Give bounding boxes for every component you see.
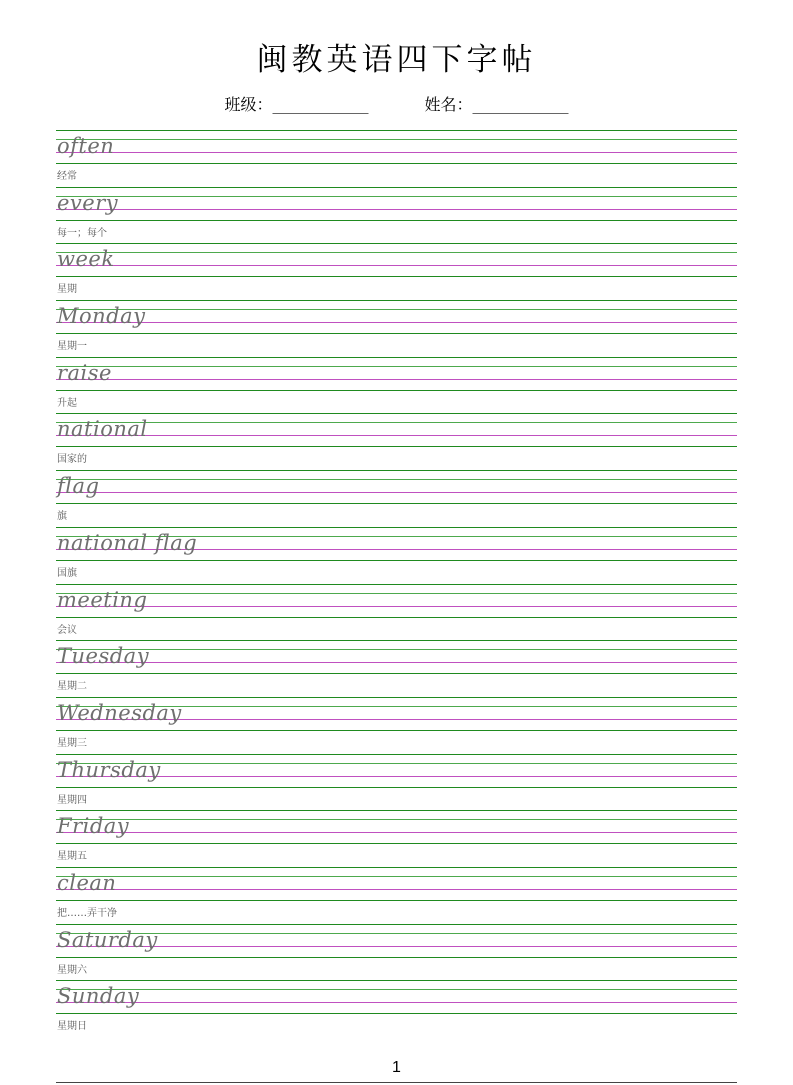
- upper-guide-line: [56, 196, 737, 197]
- chinese-meaning: 星期日: [57, 1021, 87, 1033]
- upper-guide-line: [56, 252, 737, 253]
- top-line: [56, 924, 737, 925]
- practice-row: [56, 695, 737, 752]
- english-word: Friday: [57, 814, 130, 839]
- middle-guide-line: [56, 209, 737, 210]
- chinese-meaning: 每一；每个: [57, 227, 107, 239]
- english-word: Tuesday: [57, 644, 150, 669]
- middle-guide-line: [56, 946, 737, 947]
- chinese-meaning: 国家的: [57, 454, 87, 466]
- base-line: [56, 900, 737, 901]
- top-line: [56, 130, 737, 131]
- english-word: Monday: [57, 304, 146, 329]
- practice-row: [56, 185, 737, 242]
- middle-guide-line: [56, 1002, 737, 1003]
- base-line: [56, 787, 737, 788]
- top-line: [56, 867, 737, 868]
- chinese-meaning: 星期二: [57, 681, 87, 693]
- base-line: [56, 730, 737, 731]
- base-line: [56, 390, 737, 391]
- practice-row: [56, 752, 737, 809]
- student-info: [0, 92, 793, 115]
- top-line: [56, 243, 737, 244]
- chinese-meaning: 升起: [57, 397, 77, 409]
- top-line: [56, 187, 737, 188]
- top-line: [56, 754, 737, 755]
- practice-row: [56, 865, 737, 922]
- chinese-meaning: 国旗: [57, 567, 77, 579]
- class-blank: ____________: [272, 95, 369, 114]
- base-line: [56, 673, 737, 674]
- practice-row: [56, 808, 737, 865]
- middle-guide-line: [56, 265, 737, 266]
- middle-guide-line: [56, 379, 737, 380]
- english-word: Wednesday: [57, 700, 182, 725]
- middle-guide-line: [56, 152, 737, 153]
- base-line: [56, 276, 737, 277]
- practice-row: [56, 355, 737, 412]
- top-line: [56, 640, 737, 641]
- page-title: 闽教英语四下字帖: [256, 42, 537, 78]
- practice-row: [56, 241, 737, 298]
- english-word: raise: [57, 360, 112, 385]
- english-word: every: [57, 190, 119, 215]
- practice-row: [56, 582, 737, 639]
- name-label: 姓名：: [424, 95, 473, 114]
- class-label: 班级：: [224, 95, 273, 114]
- base-line: [56, 617, 737, 618]
- upper-guide-line: [56, 593, 737, 594]
- english-word: Sunday: [57, 984, 140, 1009]
- practice-row: [56, 411, 737, 468]
- chinese-meaning: 星期五: [57, 851, 87, 863]
- base-line: [56, 957, 737, 958]
- base-line: [56, 843, 737, 844]
- top-line: [56, 413, 737, 414]
- top-line: [56, 357, 737, 358]
- base-line: [56, 220, 737, 221]
- name-blank: ____________: [472, 95, 569, 114]
- middle-guide-line: [56, 322, 737, 323]
- chinese-meaning: 经常: [57, 171, 77, 182]
- english-word: week: [57, 247, 115, 272]
- base-line: [56, 333, 737, 334]
- chinese-meaning: 星期三: [57, 737, 87, 749]
- chinese-meaning: 把……弄干净: [57, 907, 117, 919]
- chinese-meaning: 旗: [57, 511, 67, 523]
- middle-guide-line: [56, 889, 737, 890]
- upper-guide-line: [56, 422, 737, 423]
- middle-guide-line: [56, 435, 737, 436]
- base-line: [56, 163, 737, 164]
- base-line: [56, 446, 737, 447]
- english-word: Thursday: [57, 757, 161, 782]
- english-word: national flag: [57, 530, 198, 555]
- top-line: [56, 810, 737, 811]
- top-line: [56, 697, 737, 698]
- practice-row: [56, 525, 737, 582]
- base-line: [56, 503, 737, 504]
- upper-guide-line: [56, 309, 737, 310]
- upper-guide-line: [56, 819, 737, 820]
- middle-guide-line: [56, 832, 737, 833]
- practice-row: [56, 468, 737, 525]
- upper-guide-line: [56, 989, 737, 990]
- practice-row: [56, 128, 737, 185]
- chinese-meaning: 星期: [57, 284, 77, 296]
- english-word: often: [57, 134, 115, 158]
- practice-row: [56, 638, 737, 695]
- upper-guide-line: [56, 876, 737, 877]
- top-line: [56, 980, 737, 981]
- top-line: [56, 584, 737, 585]
- upper-guide-line: [56, 933, 737, 934]
- english-word: clean: [57, 870, 117, 895]
- chinese-meaning: 星期六: [57, 964, 87, 976]
- base-line: [56, 560, 737, 561]
- chinese-meaning: 星期一: [57, 341, 87, 353]
- upper-guide-line: [56, 139, 737, 140]
- upper-guide-line: [56, 366, 737, 367]
- top-line: [56, 527, 737, 528]
- upper-guide-line: [56, 649, 737, 650]
- chinese-meaning: 星期四: [57, 794, 87, 806]
- english-word: Saturday: [57, 927, 158, 952]
- practice-row: [56, 978, 737, 1035]
- top-line: [56, 470, 737, 471]
- middle-guide-line: [56, 662, 737, 663]
- practice-row: [56, 298, 737, 355]
- page-number: 1: [392, 1059, 401, 1076]
- english-word: flag: [57, 474, 100, 499]
- middle-guide-line: [56, 606, 737, 607]
- handwriting-practice-rows: [56, 128, 737, 1035]
- english-word: national: [57, 417, 148, 442]
- top-line: [56, 300, 737, 301]
- base-line: [56, 1013, 737, 1014]
- english-word: meeting: [57, 587, 148, 612]
- upper-guide-line: [56, 479, 737, 480]
- chinese-meaning: 会议: [57, 624, 77, 636]
- middle-guide-line: [56, 492, 737, 493]
- footer-rule: [56, 1082, 737, 1083]
- practice-row: [56, 922, 737, 979]
